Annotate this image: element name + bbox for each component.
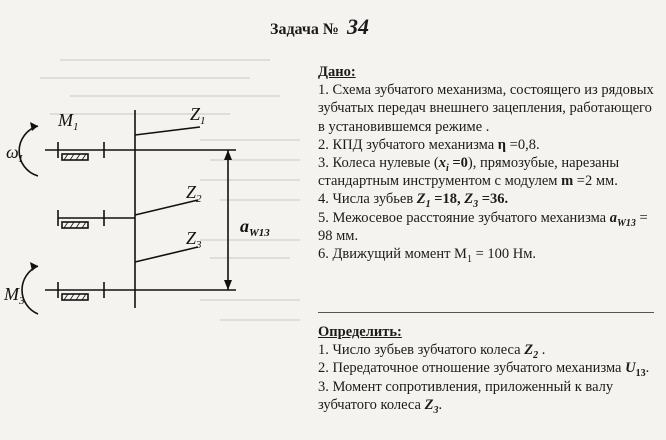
given-item-1: 1. Схема зубчатого механизма, состоящего из рядовых зубчатых передач внешнего зацепления, работающего в установившемся режиме . — [318, 82, 654, 135]
given-item-6: 6. Движущий момент $M_1 = 100$ Нм. — [318, 246, 537, 265]
given-item-5: 5. Межосевое расстояние зубчатого механизма $a_{W13} = 98$ мм. — [318, 209, 648, 244]
find-section — [318, 323, 658, 414]
gear-mechanism-diagram — [0, 100, 310, 320]
z1-leader — [135, 127, 200, 135]
given-item-2: 2. КПД зубчатого механизма η =0,8. — [318, 136, 540, 153]
given-heading: Дано: — [318, 64, 356, 80]
find-heading: Определить: — [318, 324, 402, 340]
z3-leader — [135, 247, 198, 262]
find-item-1: 1. Число зубьев зубчатого колеса $Z_2$ . — [318, 342, 546, 362]
task-number: 34 — [347, 14, 369, 39]
find-item-3: 3. Момент сопротивления, приложенный к валу зубчатого колеса $Z_3$. — [318, 378, 614, 416]
label-omega: $\omega_I$ — [6, 142, 23, 165]
given-section — [318, 63, 658, 263]
section-divider — [318, 312, 654, 313]
given-item-3: 3. Колеса нулевые $(x_i =0)$, прямозубые, нарезаны стандартным инструментом с модулем m =2 мм. — [318, 155, 620, 190]
label-aw13: $a_{W13}$ — [240, 216, 270, 239]
task-title — [270, 14, 369, 40]
label-z1: $Z_1$ — [190, 104, 206, 127]
label-z2: $Z_2$ — [186, 182, 202, 205]
given-item-4: 4. Числа зубьев $Z_1 =18$, $Z_3 =36$. — [318, 191, 509, 211]
find-item-2: 2. Передаточное отношение зубчатого механизма $U_{13}$. — [318, 360, 650, 380]
label-m3: $M_3$ — [4, 284, 25, 307]
z2-leader — [135, 200, 198, 215]
label-m1: $M_1$ — [58, 110, 79, 133]
task-label: Задача № — [270, 21, 339, 38]
omega-arc — [19, 126, 38, 176]
label-z3: $Z_3$ — [186, 228, 202, 251]
